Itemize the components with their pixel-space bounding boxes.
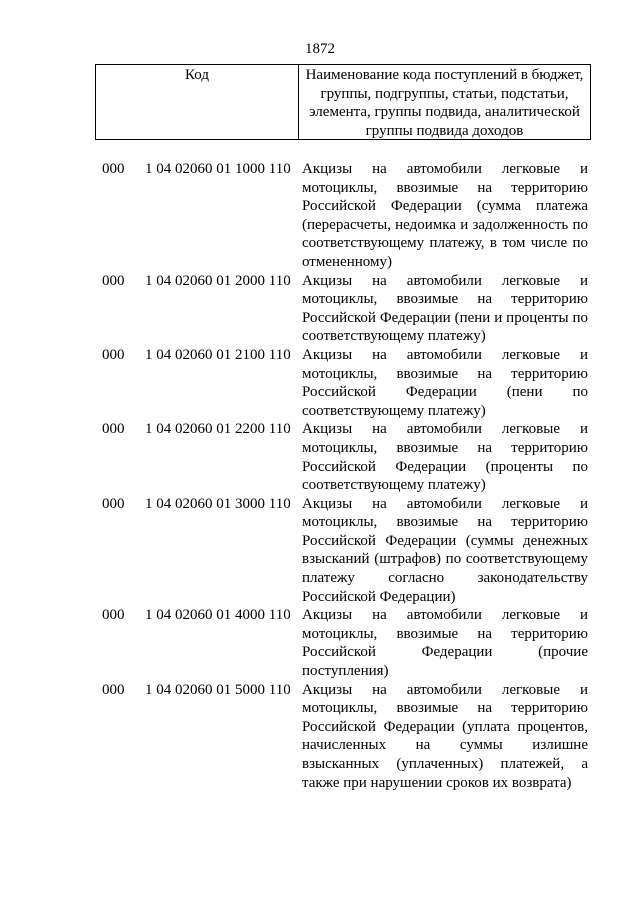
income-description: Акцизы на автомобили легковые и мотоциклы, ввозимые на территорию Российской Федерации (суммы денежных взысканий (штрафов) по соответствующему платежу согласно законодательству Российской Федерации) <box>302 495 588 605</box>
income-description: Акцизы на автомобили легковые и мотоциклы, ввозимые на территорию Российской Федерации (пени и проценты по соответствующему платежу) <box>302 272 588 345</box>
income-code: 1 04 02060 01 5000 110 <box>145 681 291 698</box>
table-row <box>0 420 640 494</box>
admin-code: 000 <box>102 681 125 698</box>
admin-code: 000 <box>102 346 125 363</box>
admin-code: 000 <box>102 607 125 624</box>
admin-code: 000 <box>102 272 125 289</box>
table-body <box>0 160 640 792</box>
header-name-label: Наименование кода поступлений в бюджет, группы, подгруппы, статьи, подстатьи, элемента, группы подвида, аналитической группы подвида доходов <box>305 67 584 139</box>
table-header <box>95 64 591 140</box>
admin-code: 000 <box>102 161 125 177</box>
table-row <box>0 495 640 607</box>
table-row <box>0 160 640 272</box>
table-row <box>0 346 640 420</box>
table-row <box>0 606 640 680</box>
income-code: 1 04 02060 01 2000 110 <box>145 272 291 289</box>
income-code: 1 04 02060 01 4000 110 <box>145 607 291 624</box>
income-description: Акцизы на автомобили легковые и мотоциклы, ввозимые на территорию Российской Федерации (прочие поступления) <box>302 607 588 680</box>
income-code: 1 04 02060 01 2200 110 <box>145 421 291 438</box>
income-code: 1 04 02060 01 2100 110 <box>145 346 291 363</box>
admin-code: 000 <box>102 421 125 438</box>
header-code-label: Код <box>96 65 299 139</box>
income-code: 1 04 02060 01 1000 110 <box>145 161 291 177</box>
table-row <box>0 272 640 346</box>
income-description: Акцизы на автомобили легковые и мотоциклы, ввозимые на территорию Российской Федерации (проценты по соответствующему платежу) <box>302 421 588 494</box>
admin-code: 000 <box>102 495 125 512</box>
income-description: Акцизы на автомобили легковые и мотоциклы, ввозимые на территорию Российской Федерации (сумма платежа (перерасчеты, недоимка и задолженность по соответствующему платежу, в том числе по отмененному) <box>302 161 588 270</box>
income-description: Акцизы на автомобили легковые и мотоциклы, ввозимые на территорию Российской Федерации (уплата процентов, начисленных на суммы излишне взысканных (уплаченных) платежей, а также при нарушении сроков их возврата) <box>302 681 588 791</box>
page-number: 1872 <box>305 41 335 57</box>
income-code: 1 04 02060 01 3000 110 <box>145 495 291 512</box>
table-row <box>0 681 640 793</box>
income-description: Акцизы на автомобили легковые и мотоциклы, ввозимые на территорию Российской Федерации (пени по соответствующему платежу) <box>302 346 588 419</box>
